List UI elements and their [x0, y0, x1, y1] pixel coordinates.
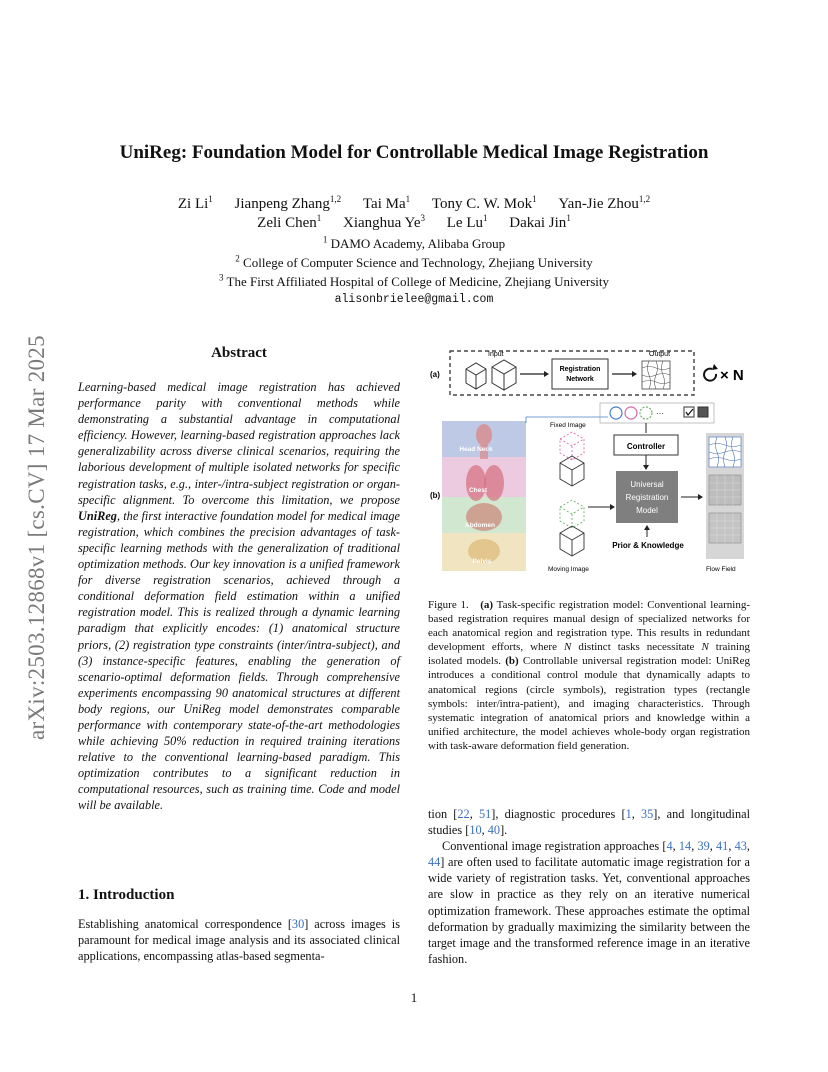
affiliation-3: $^3$ The First Affiliated Hospital of College of Medicine, Zhejiang University: [219, 272, 609, 289]
moving-image-cubes: [560, 500, 584, 556]
repeat-icon: [704, 369, 716, 381]
page-number: 1: [410, 990, 418, 1005]
prior-knowledge-label: Prior & Knowledge: [612, 541, 684, 550]
author: Tai Ma$^1$: [362, 194, 411, 212]
region-label-pelvis: Pelvis: [472, 558, 492, 565]
reg-net-label-1: Registration: [559, 366, 601, 373]
citation-link[interactable]: 40: [487, 823, 501, 838]
region-label-head-neck: Head Neck: [459, 446, 493, 453]
affiliation-1: $^1$ DAMO Academy, Alibaba Group: [322, 234, 506, 251]
region-label-abdomen: Abdomen: [465, 522, 495, 529]
output-label: Output: [649, 351, 671, 358]
citation-link[interactable]: 10: [469, 823, 482, 838]
citation-link[interactable]: 14: [678, 839, 692, 854]
universal-label-1: Universal: [630, 480, 664, 489]
times-n-label: × N: [720, 367, 744, 384]
moving-image-label: Moving Image: [548, 566, 589, 573]
region-label-chest: Chest: [468, 487, 488, 494]
intro-text: Establishing anatomical correspondence [30] across images is paramount for medical image analysis and its associated clinical applications, encompassing atlas-based segmenta-: [78, 917, 400, 964]
figure-1: [428, 345, 750, 585]
figure-label-a: (a): [430, 370, 440, 379]
authors-line-2: [0, 215, 828, 232]
author: Dakai Jin$^1$: [509, 213, 571, 231]
flow-field-label: Flow Field: [706, 566, 736, 573]
citation-link[interactable]: 30: [291, 917, 305, 931]
authors-line-1: [0, 196, 828, 213]
arxiv-identifier: arXiv:2503.12868v1 [cs.CV] 17 Mar 2025: [24, 335, 49, 740]
citation-link[interactable]: 51: [478, 807, 492, 821]
citation-link[interactable]: 43: [734, 839, 747, 854]
citation-link[interactable]: 4: [666, 839, 673, 854]
figure-caption: Figure 1. (a) Task-specific registration model: Conventional learning-based registration requires manual design of specialized networks for each anatomical region and registration type. This results in redundant development efforts, where N distinct tasks necessitate N training isolated models. (b) Controllable universal registration model: UniReg introduces a conditional control module that dynamically adapts to anatomical regions (circle symbols), registration types (rectangle symbols: inter/intra-patient), and imaging characteristics. Through systematic integration of anatomical priors and knowledge within a unified architecture, the model achieves whole-body organ registration with task-aware deformation field generation.: [428, 599, 751, 752]
affiliation-2: $^2$ College of Computer Science and Technology, Zhejiang University: [235, 253, 593, 270]
fixed-image-cubes: [560, 432, 584, 486]
paper-title: UniReg: Foundation Model for Controllable Medical Image Registration: [119, 142, 709, 163]
universal-label-2: Registration: [625, 493, 669, 502]
author-email: alisonbrielee@gmail.com: [334, 293, 494, 306]
citation-link[interactable]: 44: [428, 855, 441, 870]
citation-link[interactable]: 41: [716, 839, 729, 854]
intro-heading: 1. Introduction: [78, 887, 175, 903]
figure-label-b: (b): [430, 491, 441, 500]
author: Zi Li$^1$: [177, 194, 213, 212]
author: Jianpeng Zhang$^{1,2}$: [234, 194, 342, 212]
universal-label-3: Model: [636, 506, 658, 515]
input-cubes-icon: [466, 360, 516, 390]
input-label: Input: [488, 351, 504, 358]
body-atlas-image: [442, 421, 526, 571]
paragraph: tion [22, 51], diagnostic procedures [1, 35], and longitudinal studies [10, 40].: [428, 807, 750, 838]
condition-symbols: [600, 403, 714, 423]
author: Yan-Jie Zhou$^{1,2}$: [558, 194, 651, 212]
reg-net-label-2: Network: [566, 376, 594, 383]
paragraph: Conventional image registration approaches [4, 14, 39, 41, 43, 44] are often used to facilitate automatic image registration for a wide variety of registration tasks. Yet, conventional approaches are slow in practice as they rely on an iterative numerical optimization framework. These approaches estimate the optimal deformation by gradually maximizing the similarity between the target image and the transformed reference image in an iterative fashion.: [428, 839, 750, 966]
controller-label: Controller: [626, 442, 666, 451]
citation-link[interactable]: 39: [697, 839, 710, 854]
registration-network-box: [552, 359, 608, 389]
author: Tony C. W. Mok$^1$: [431, 194, 537, 212]
abstract-heading: Abstract: [211, 345, 267, 361]
author: Zeli Chen$^1$: [257, 213, 322, 231]
arrow-head: [544, 371, 549, 377]
citation-link[interactable]: 22: [457, 807, 470, 821]
abstract-text: Learning-based medical image registration has achieved performance parity with conventional methods while demonstrating a substantial advantage in computational efficiency. However, learning-based registration approaches lack generalizability across diverse clinical scenarios, requiring the laborious development of multiple isolated networks for specific registration tasks, e.g., inter-/intra-subject registration or organ-specific alignment. To overcome this limitation, we propose UniReg, the first interactive foundation model for medical image registration, which combines the precision advantages of task-specific learning methods with the generalization of traditional optimization methods. Our key innovation is a unified framework for diverse registration scenarios, achieved through a conditional deformation field estimation within a unified registration model. This is realized through a dynamic learning paradigm that explicitly encodes: (1) anatomical structure priors, (2) registration type constraints (inter/intra-subject), and (3) instance-specific features, enabling the generation of scenario-optimal deformation fields. Through comprehensive experiments encompassing 90 anatomical structures at different body regions, our UniReg model demonstrates comparable performance with contemporary state-of-the-art methodologies while achieving 50% reduction in required training iterations relative to the conventional learning-based paradigm. This optimization contributes to a significant reduction in computational resources, such as training time. Code and model will be available.: [78, 380, 400, 813]
right-column-text: [428, 806, 750, 967]
flow-field-column: [706, 433, 744, 559]
citation-link[interactable]: 35: [640, 807, 654, 821]
fixed-image-label: Fixed Image: [550, 422, 586, 429]
author: Xianghua Ye$^3$: [343, 213, 425, 231]
citation-link[interactable]: 1: [625, 807, 632, 821]
ellipsis: ···: [656, 409, 664, 418]
author: Le Lu$^1$: [446, 213, 488, 231]
